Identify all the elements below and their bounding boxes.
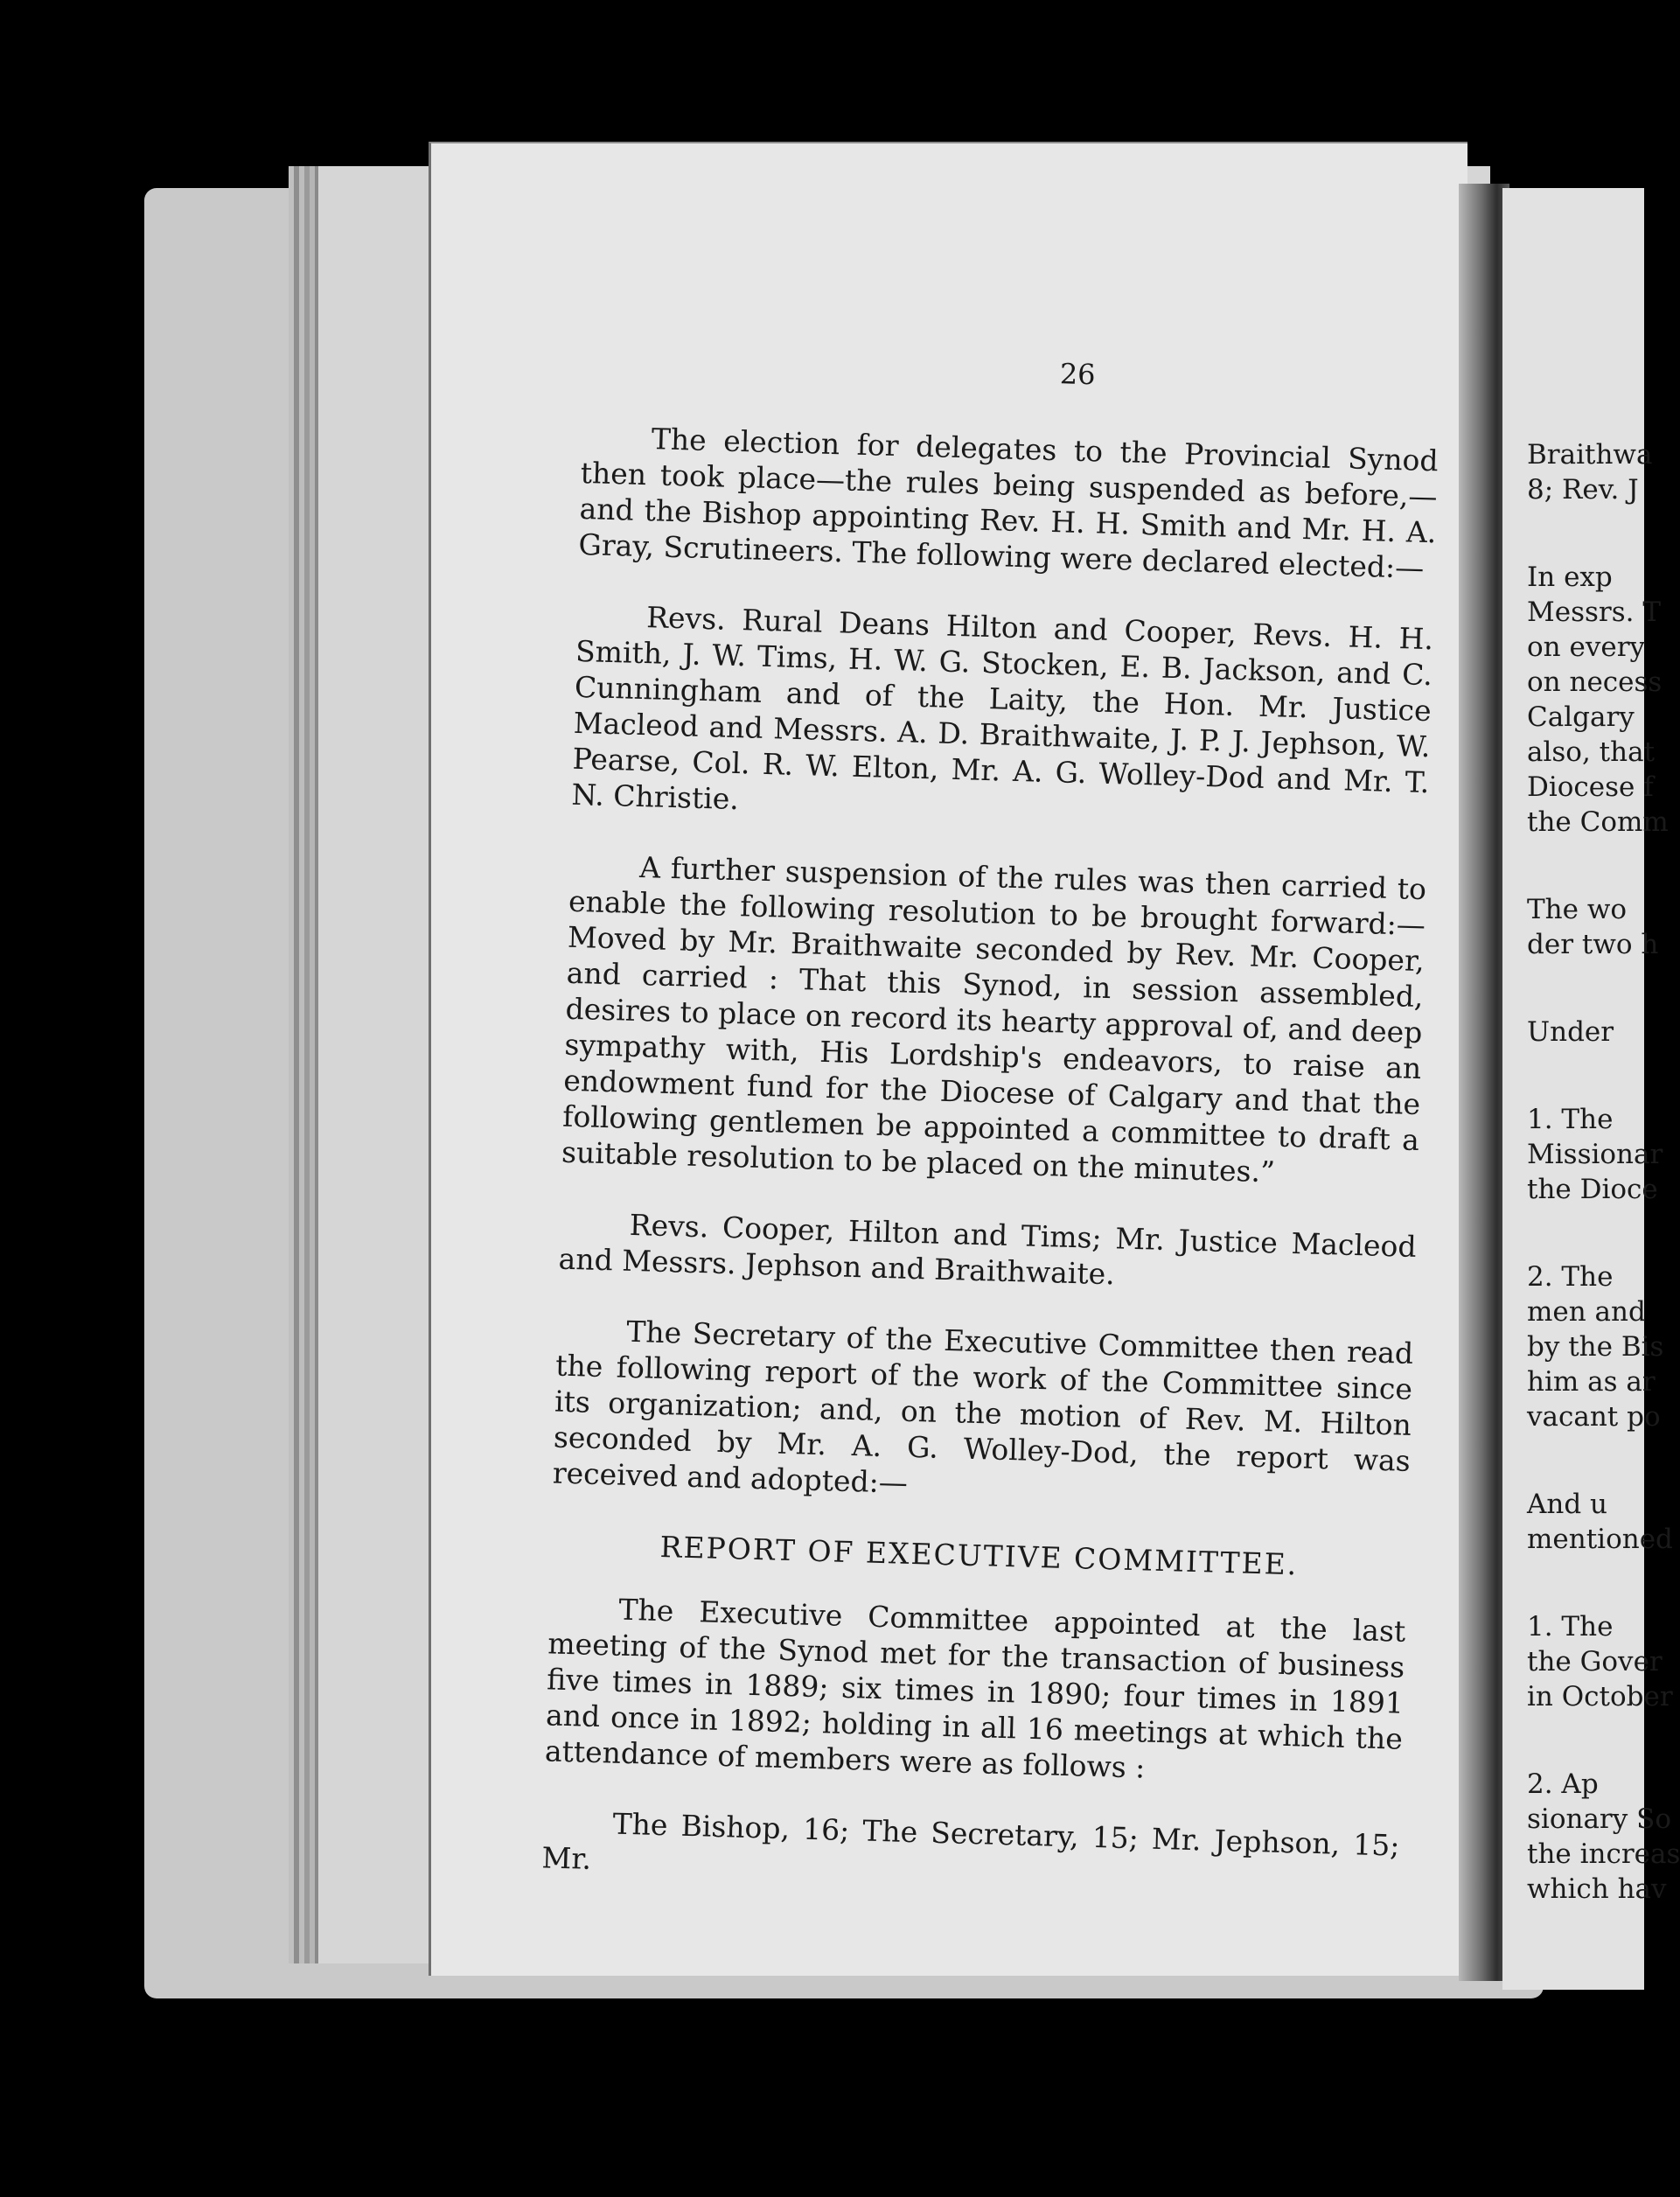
paragraph-delegates: Revs. Rural Deans Hilton and Cooper, Revs. H. H. Smith, J. W. Tims, H. W. G. Stocken, E. B. Jackson, and C. Cunningham and of the Laity, the Hon. Mr. Justice Macleod and Messrs. A. D. Braithwaite, J. P. J. Jephson, W. Pearse, Col. R. W. Elton, Mr. A. G. Wolley-Dod and Mr. T. N. Christie.: [571, 600, 1434, 817]
facing-page-line: the Dioce: [1527, 1174, 1658, 1205]
facing-page-line: Braithwa: [1527, 439, 1653, 471]
facing-page-line: the Gover: [1527, 1646, 1663, 1677]
facing-page-line: on necess: [1527, 666, 1663, 698]
paragraph-election: The election for delegates to the Provincial Synod then took place—the rules being suspended as before,—and the Bishop appointing Rev. H. H. Smith and Mr. H. A. Gray, Scrutineers. The following were declared elected:—: [578, 422, 1440, 585]
paragraph-committee-members: Revs. Cooper, Hilton and Tims; Mr. Justice Macleod and Messrs. Jephson and Braithwaite.: [558, 1207, 1418, 1292]
facing-page-line: Messrs. T: [1527, 596, 1662, 628]
facing-page-line: the Comm: [1527, 806, 1669, 838]
facing-page-line: in October: [1527, 1681, 1673, 1712]
facing-page-line: on every: [1527, 631, 1646, 663]
facing-page-line: men and: [1527, 1296, 1646, 1328]
paragraph-meetings: The Executive Committee appointed at the last meeting of the Synod met for the transaction of business five times in 1889; six times in 1890; four times in 1891 and once in 1892; holding in all 16 meetings at which the attendance of members were as follows :: [544, 1592, 1406, 1785]
facing-page-gap: [1527, 507, 1649, 560]
facing-page-gap: [1527, 1050, 1649, 1102]
facing-page-line: sionary So: [1527, 1803, 1672, 1835]
facing-page-line: And u: [1527, 1489, 1608, 1520]
page-number: 26: [1059, 357, 1097, 392]
facing-page-line: The wo: [1527, 894, 1628, 925]
facing-page-line: by the Bis: [1527, 1331, 1664, 1363]
facing-page-gap: [1527, 1434, 1649, 1487]
facing-page-line: Calgary: [1527, 701, 1635, 733]
facing-page-line: also, that: [1527, 736, 1656, 768]
facing-page-line: mentioned: [1527, 1524, 1673, 1555]
section-heading: REPORT OF EXECUTIVE COMMITTEE.: [659, 1529, 1299, 1582]
left-page-text: [540, 343, 1441, 1935]
facing-page-line: der two h: [1527, 929, 1659, 960]
facing-page-line: 1. The: [1527, 1104, 1614, 1135]
facing-page-line: Diocese f: [1527, 771, 1654, 803]
facing-page-line: Missionar: [1527, 1139, 1663, 1170]
facing-page-line: 8; Rev. J: [1527, 474, 1639, 506]
facing-page-gap: [1527, 840, 1649, 892]
facing-page-line: which hav: [1527, 1873, 1667, 1905]
paragraph-attendance: The Bishop, 16; The Secretary, 15; Mr. Jephson, 15; Mr.: [541, 1806, 1400, 1876]
facing-page-gap: [1527, 1714, 1649, 1767]
facing-page-line: 2. Ap: [1527, 1768, 1599, 1800]
facing-page-line: Under: [1527, 1016, 1614, 1048]
facing-page-gap: [1527, 1557, 1649, 1609]
facing-page-gap: [1527, 962, 1649, 1015]
facing-page-line: 2. The: [1527, 1261, 1614, 1293]
facing-page-line: In exp: [1527, 561, 1613, 593]
facing-page-gap: [1527, 1207, 1649, 1259]
paragraph-secretary-report: The Secretary of the Executive Committee then read the following report of the work of the Committee since its organization; and, on the motion of Rev. M. Hilton seconded by Mr. A. G. Wolley-Dod, the report was received and adopted:—: [552, 1314, 1414, 1500]
facing-page-line: 1. The: [1527, 1611, 1614, 1643]
facing-page-line: the increas: [1527, 1838, 1680, 1870]
facing-page-line: him as ar: [1527, 1366, 1656, 1398]
facing-page-line: vacant po: [1527, 1401, 1661, 1433]
paragraph-resolution: A further suspension of the rules was then carried to enable the following resolution to be brought forward:—Moved by Mr. Braithwaite seconded by Rev. Mr. Cooper, and carried : That this Synod, in session assembled, desires to place on record its hearty approval of, and deep sympathy with, His Lordship's endeavors, to raise an endowment fund for the Diocese of Calgary and that the following gentlemen be appointed a committee to draft a suitable resolution to be placed on the minutes.”: [561, 850, 1427, 1189]
facing-page-text: [1527, 437, 1680, 1907]
